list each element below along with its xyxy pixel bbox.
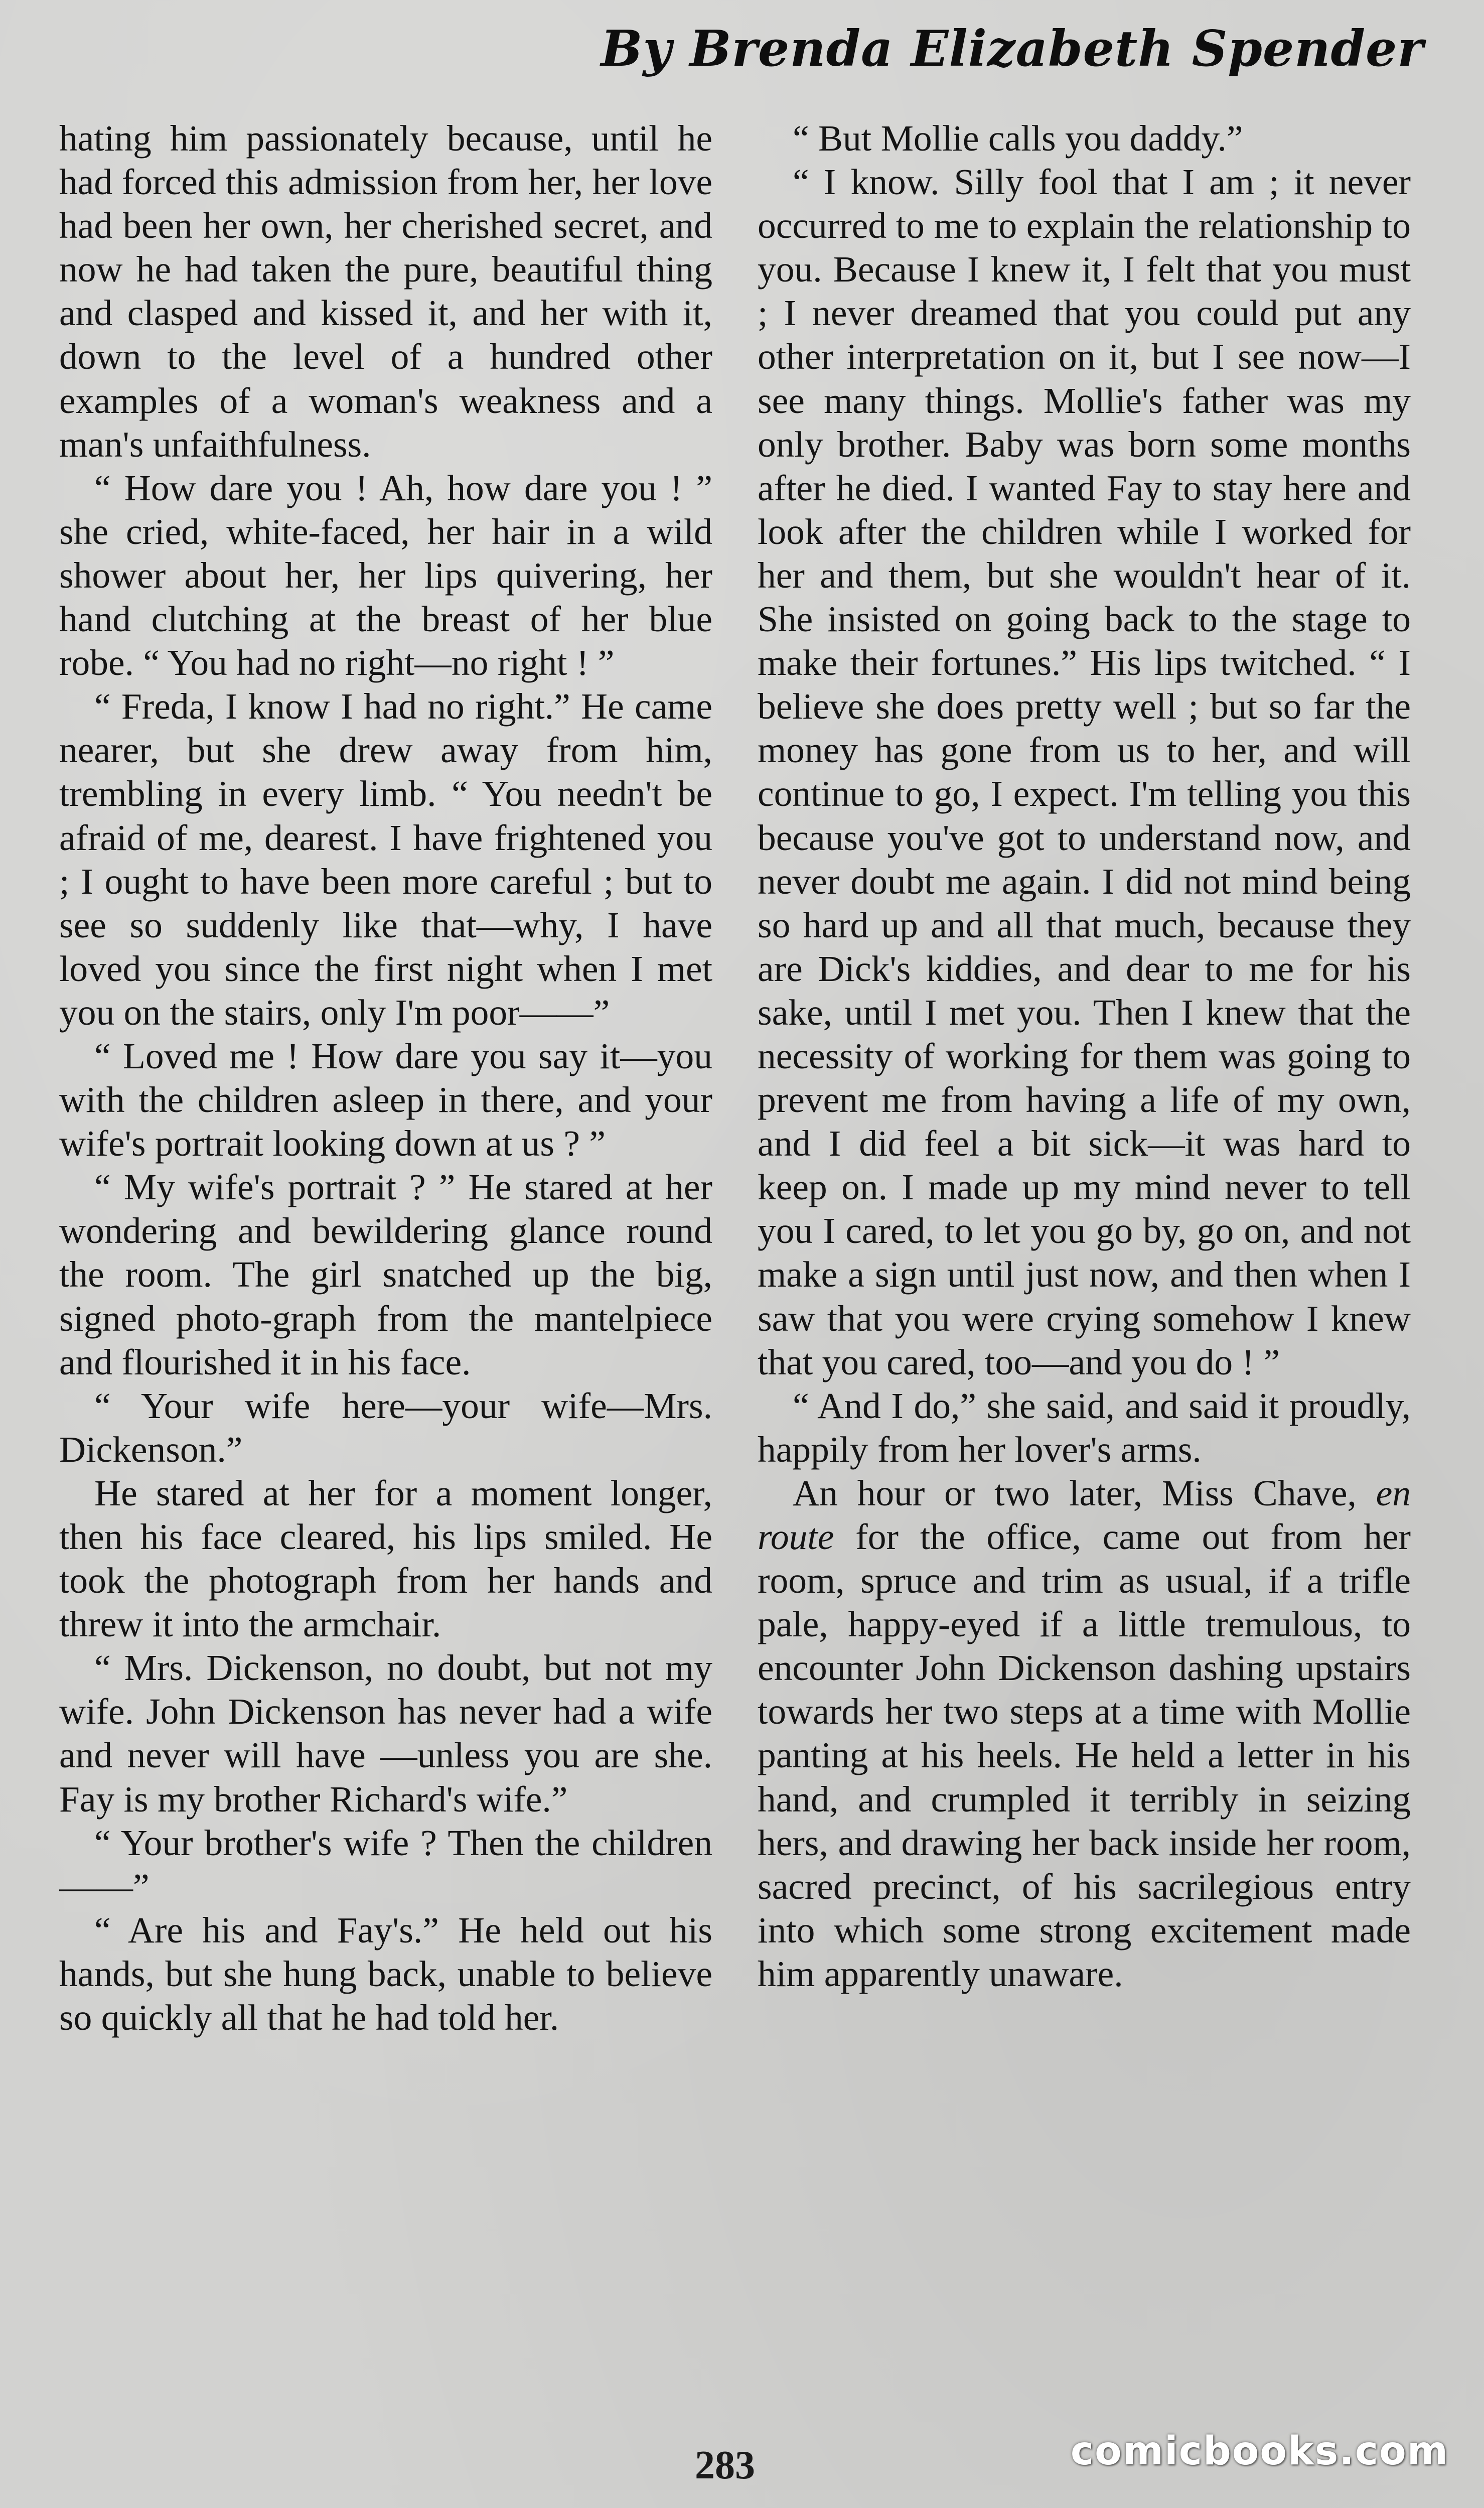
- paragraph: “ I know. Silly fool that I am ; it never occurred to me to explain the relationship to you. Because I knew it, I felt that you must ; I never dreamed that you could put any other interpretation on it, but I see now—I see many things. Mollie's father was my only brother. Baby was born some months after he died. I wanted Fay to stay here and look after the children while I worked for her and them, but she wouldn't hear of it. She insisted on going back to the stage to make their fortunes.” His lips twitched. “ I believe she does pretty well ; but so far the money has gone from us to her, and will continue to go, I expect. I'm telling you this because you've got to understand now, and never doubt me again. I did not mind being so hard up and all that much, because they are Dick's kiddies, and dear to me for his sake, until I met you. Then I knew that the necessity of working for them was going to prevent me from having a life of my own, and I did feel a bit sick—it was hard to keep on. I made up my mind never to tell you I cared, to let you go by, go on, and not make a sign until just now, and then when I saw that you were crying somehow I knew that you cared, too—and you do ! ”: [758, 162, 1411, 1382]
- paragraph: “ Freda, I know I had no right.” He came nearer, but she drew away from him, trembling in every limb. “ You needn't be afraid of me, dearest. I have frightened you ; I ought to have been more careful ; but to see so suddenly like that—why, I have loved you since the first night when I met you on the stairs, only I'm poor——”: [59, 686, 712, 1033]
- italic-phrase: en route: [758, 1472, 1411, 1557]
- left-text-column: [59, 116, 712, 2390]
- page-number: 283: [695, 2443, 755, 2487]
- paragraph: “ Loved me ! How dare you say it—you with the children asleep in there, and your wife's portrait looking down at us ? ”: [59, 1035, 712, 1164]
- paragraph: He stared at her for a moment longer, then his face cleared, his lips smiled. He took the photograph from her hands and threw it into the armchair.: [59, 1472, 712, 1645]
- paragraph: “ And I do,” she said, and said it proudly, happily from her lover's arms.: [758, 1385, 1411, 1470]
- author-byline: By Brenda Elizabeth Spender: [601, 20, 1424, 78]
- paragraph: “ Your brother's wife ? Then the children——”: [59, 1822, 712, 1907]
- paragraph: “ Are his and Fay's.” He held out his hands, but she hung back, unable to believe so quickly all that he had told her.: [59, 1909, 712, 2038]
- paragraph: “ Mrs. Dickenson, no doubt, but not my wife. John Dickenson has never had a wife and never will have —unless you are she. Fay is my brother Richard's wife.”: [59, 1647, 712, 1820]
- paragraph: [758, 1471, 1411, 1996]
- paragraph: “ My wife's portrait ? ” He stared at her wondering and bewildering glance round the room. The girl snatched up the big, signed photo-graph from the mantelpiece and flourished it in his face.: [59, 1167, 712, 1382]
- paragraph: hating him passionately because, until he had forced this admission from her, her love had been her own, her cherished secret, and now he had taken the pure, beautiful thing and clasped and kissed it, and her with it, down to the level of a hundred other examples of a woman's weakness and a man's unfaithfulness.: [59, 118, 712, 465]
- paragraph: “ How dare you ! Ah, how dare you ! ” she cried, white-faced, her hair in a wild shower about her, her lips quivering, her hand clutching at the breast of her blue robe. “ You had no right—no right ! ”: [59, 467, 712, 683]
- site-watermark: comicbooks.com: [1070, 2429, 1449, 2474]
- right-text-column: [758, 116, 1411, 2390]
- paragraph: “ But Mollie calls you daddy.”: [793, 118, 1243, 159]
- paragraph-text: An hour or two later, Miss Chave,: [793, 1472, 1376, 1513]
- paragraph: “ Your wife here—your wife—Mrs. Dickenson.”: [59, 1385, 712, 1470]
- paragraph-text: for the office, came out from her room, spruce and trim as usual, if a trifle pale, happy-eyed if a little tremulous, to encounter John Dickenson dashing upstairs towards her two steps at a time with Mollie panting at his heels. He held a letter in his hand, and crumpled it terribly in seizing hers, and drawing her back inside her room, sacred precinct, of his sacrilegious entry into which some strong excitement made him apparently unaware.: [758, 1516, 1411, 1994]
